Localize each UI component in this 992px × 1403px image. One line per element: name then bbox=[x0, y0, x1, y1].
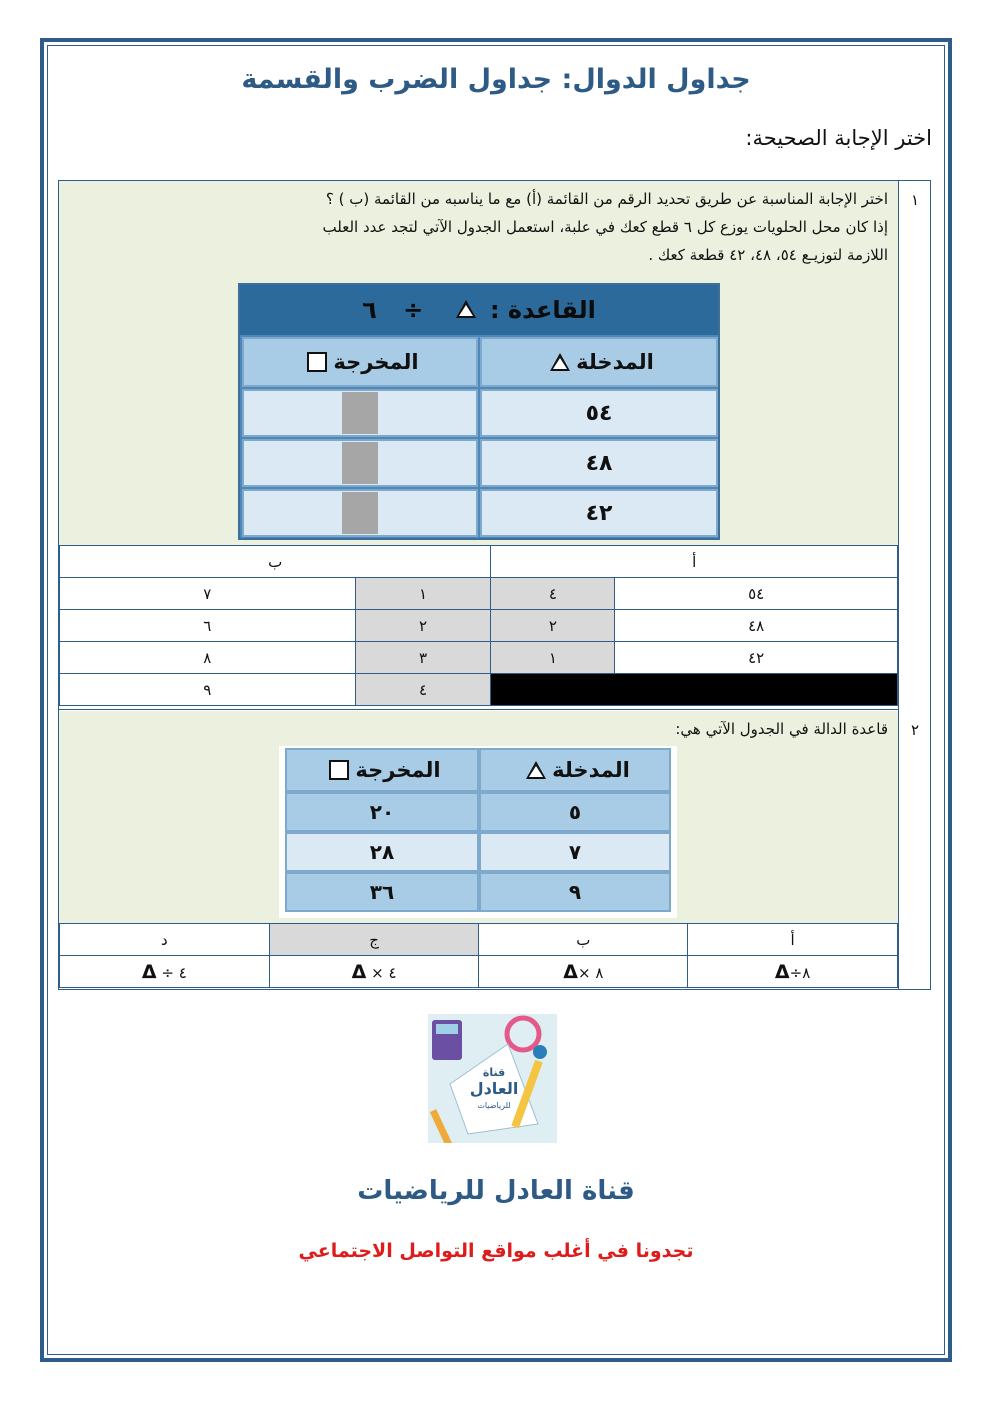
list-a-value: ٥٤ bbox=[615, 578, 898, 610]
output-cell: ٢٨ bbox=[285, 832, 479, 872]
option-a-label: أ bbox=[688, 924, 898, 956]
output-cell bbox=[242, 489, 478, 537]
list-a-number: ٤ bbox=[491, 578, 615, 610]
option-d-label: د bbox=[60, 924, 270, 956]
output-header-label: المخرجة bbox=[355, 758, 441, 782]
hidden-answer-box bbox=[342, 492, 378, 534]
delta-icon: Δ bbox=[141, 960, 157, 983]
output-cell bbox=[242, 439, 478, 487]
question-1-number: ١ bbox=[910, 191, 920, 209]
list-b-header: ب bbox=[60, 546, 491, 578]
option-c-value bbox=[269, 956, 479, 988]
list-b-value: ٩ bbox=[60, 674, 356, 706]
question-1-line-1: اختر الإجابة المناسبة عن طريق تحديد الرقم من القائمة (أ) مع ما يناسبه من القائمة (ب ) ؟ bbox=[325, 190, 888, 208]
question-2-number: ٢ bbox=[910, 721, 920, 739]
channel-name: قناة العادل للرياضيات bbox=[357, 1176, 635, 1206]
option-b-text: × ٨ bbox=[578, 963, 604, 982]
list-a-number: ١ bbox=[491, 642, 615, 674]
input-header-label: المدخلة bbox=[552, 758, 630, 782]
question-1-line-3: اللازمة لتوزيـع ٥٤، ٤٨، ٤٢ قطعة كعك . bbox=[648, 246, 888, 264]
input-cell: ٩ bbox=[479, 872, 671, 912]
option-c-label: ج bbox=[269, 924, 479, 956]
list-a-value: ٤٨ bbox=[615, 610, 898, 642]
delta-icon: Δ bbox=[774, 960, 790, 983]
output-header-label: المخرجة bbox=[333, 350, 419, 374]
square-icon bbox=[329, 760, 349, 780]
option-a-value bbox=[688, 956, 898, 988]
output-cell bbox=[242, 389, 478, 437]
question-1-line-2: إذا كان محل الحلويات يوزع كل ٦ قطع كعك في علبة، استعمل الجدول الآتي لتجد عدد العلب bbox=[322, 218, 888, 236]
function-table-1 bbox=[238, 283, 720, 540]
table-row bbox=[60, 578, 898, 610]
list-a-number: ٢ bbox=[491, 610, 615, 642]
input-cell: ٥٤ bbox=[480, 389, 718, 437]
function-rule bbox=[240, 285, 718, 335]
output-cell: ٢٠ bbox=[285, 792, 479, 832]
function-table-2 bbox=[279, 746, 677, 918]
question-number-column bbox=[898, 181, 930, 989]
social-note: تجدونا في أغلب مواقع التواصل الاجتماعي bbox=[298, 1240, 694, 1262]
matching-grid bbox=[59, 545, 898, 706]
rule-label: القاعدة : bbox=[489, 296, 596, 324]
list-b-number: ٤ bbox=[355, 674, 491, 706]
table-row bbox=[60, 610, 898, 642]
option-b-label: ب bbox=[479, 924, 688, 956]
option-d-value bbox=[60, 956, 270, 988]
list-a-value: ٤٢ bbox=[615, 642, 898, 674]
triangle-icon bbox=[550, 353, 570, 371]
hidden-answer-box bbox=[342, 392, 378, 434]
option-d-text: ÷ ٤ bbox=[161, 963, 187, 982]
input-header bbox=[480, 337, 718, 387]
list-a-header: أ bbox=[491, 546, 898, 578]
channel-logo bbox=[428, 1014, 557, 1143]
output-cell: ٣٦ bbox=[285, 872, 479, 912]
list-b-number: ٢ bbox=[355, 610, 491, 642]
logo-text-3: للرياضيات bbox=[477, 1101, 511, 1110]
division-sign: ÷ bbox=[403, 296, 424, 324]
option-c-text: × ٤ bbox=[371, 963, 397, 982]
input-header bbox=[479, 748, 671, 792]
list-b-number: ١ bbox=[355, 578, 491, 610]
logo-text-2: العادل bbox=[469, 1079, 519, 1098]
instruction: اختر الإجابة الصحيحة: bbox=[745, 126, 932, 150]
option-b-value bbox=[479, 956, 688, 988]
page-title: جداول الدوال: جداول الضرب والقسمة bbox=[241, 64, 751, 95]
list-b-value: ٨ bbox=[60, 642, 356, 674]
input-cell: ٤٨ bbox=[480, 439, 718, 487]
logo-illustration bbox=[428, 1014, 557, 1143]
blacked-out-cell bbox=[491, 674, 898, 706]
list-b-value: ٧ bbox=[60, 578, 356, 610]
list-b-number: ٣ bbox=[355, 642, 491, 674]
option-a-text: ÷٨ bbox=[789, 963, 811, 982]
input-cell: ٧ bbox=[479, 832, 671, 872]
options-grid bbox=[59, 923, 898, 988]
input-cell: ٥ bbox=[479, 792, 671, 832]
hidden-answer-box bbox=[342, 442, 378, 484]
delta-icon: Δ bbox=[563, 960, 578, 983]
list-b-value: ٦ bbox=[60, 610, 356, 642]
table-row bbox=[60, 674, 898, 706]
delta-icon: Δ bbox=[351, 960, 367, 983]
output-header bbox=[285, 748, 479, 792]
question-2-text: قاعدة الدالة في الجدول الآتي هي: bbox=[675, 720, 888, 738]
output-header bbox=[242, 337, 478, 387]
rule-divisor: ٦ bbox=[362, 296, 377, 324]
input-header-label: المدخلة bbox=[576, 350, 654, 374]
logo-text-1: قناة bbox=[482, 1066, 506, 1079]
table-row bbox=[60, 642, 898, 674]
triangle-icon bbox=[526, 761, 546, 779]
input-cell: ٤٢ bbox=[480, 489, 718, 537]
triangle-icon bbox=[456, 300, 476, 318]
square-icon bbox=[307, 352, 327, 372]
